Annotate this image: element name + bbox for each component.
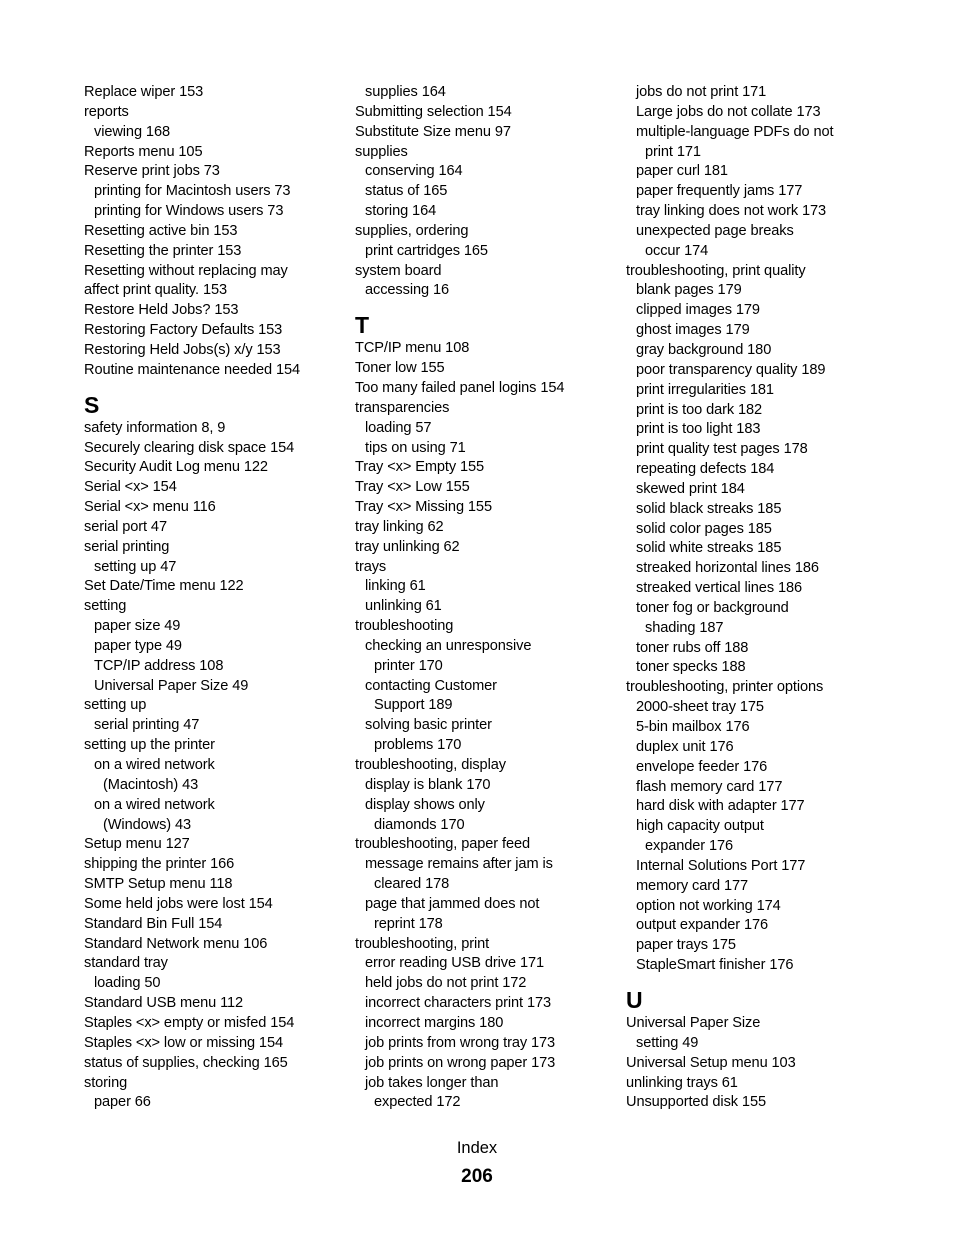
index-subentry: paper type 49 (94, 637, 182, 654)
index-subentry: printing for Windows users 73 (94, 203, 284, 220)
index-entry: supplies, ordering (355, 222, 469, 239)
index-section-letter: S (84, 391, 100, 418)
index-entry: Reserve print jobs 73 (84, 163, 220, 180)
index-subentry: tips on using 71 (365, 439, 466, 456)
index-entry: Security Audit Log menu 122 (84, 459, 268, 476)
index-entry: Resetting the printer 153 (84, 242, 242, 259)
index-entry: serial printing (84, 538, 170, 555)
index-entry: safety information 8, 9 (84, 419, 226, 436)
index-subentry: job takes longer than (365, 1074, 499, 1091)
index-subentry: page that jammed does not (365, 895, 540, 912)
index-subentry: solid color pages 185 (636, 520, 772, 537)
index-subentry: checking an unresponsive (365, 637, 532, 654)
index-subentry: Internal Solutions Port 177 (636, 857, 806, 874)
index-entry: Unsupported disk 155 (626, 1094, 766, 1111)
index-subentry: solving basic printer (365, 717, 492, 734)
index-subentry: held jobs do not print 172 (365, 975, 527, 992)
index-subentry: message remains after jam is (365, 856, 553, 873)
index-entry: Too many failed panel logins 154 (355, 379, 565, 396)
index-entry: Tray <x> Low 155 (355, 479, 470, 496)
index-entry: Restore Held Jobs? 153 (84, 302, 239, 319)
index-column-2 (355, 83, 610, 1113)
index-subentry: paper 66 (94, 1094, 151, 1111)
index-entry: troubleshooting, print (355, 935, 490, 952)
index-entry: Tray <x> Missing 155 (355, 499, 492, 516)
index-subentry: paper curl 181 (636, 163, 728, 180)
index-entry: Universal Setup menu 103 (626, 1054, 796, 1071)
index-subentry: Large jobs do not collate 173 (636, 103, 821, 120)
index-subentry: Support 189 (374, 697, 453, 714)
index-entry: tray unlinking 62 (355, 538, 460, 555)
index-subentry: reprint 178 (374, 915, 443, 932)
index-entry: setting up (84, 697, 147, 714)
index-entry: Serial <x> 154 (84, 479, 177, 496)
index-entry: Some held jobs were lost 154 (84, 895, 273, 912)
index-entry: Substitute Size menu 97 (355, 123, 511, 140)
index-entry: Restoring Held Jobs(s) x/y 153 (84, 341, 281, 358)
index-section-letter: T (355, 312, 370, 339)
footer-section-label: Index (456, 1139, 498, 1157)
index-subentry: envelope feeder 176 (636, 758, 768, 775)
index-subentry: StapleSmart finisher 176 (636, 957, 794, 974)
index-subentry: streaked horizontal lines 186 (636, 560, 819, 577)
index-entry: Staples <x> low or missing 154 (84, 1034, 283, 1051)
index-entry: Submitting selection 154 (355, 103, 512, 120)
index-entry: troubleshooting, paper feed (355, 836, 530, 853)
index-subentry: job prints on wrong paper 173 (365, 1054, 556, 1071)
index-subentry: serial printing 47 (94, 717, 200, 734)
index-subentry: output expander 176 (636, 917, 768, 934)
index-section-letter: U (626, 986, 643, 1013)
index-subentry: memory card 177 (636, 877, 749, 894)
index-subentry: TCP/IP address 108 (94, 657, 224, 674)
index-subentry: expander 176 (645, 838, 734, 855)
index-subentry: print cartridges 165 (365, 242, 488, 259)
index-subentry: high capacity output (636, 818, 764, 835)
index-entry: Replace wiper 153 (84, 84, 204, 100)
index-subentry: viewing 168 (94, 123, 170, 140)
index-subentry: setting up 47 (94, 558, 177, 575)
index-subentry: supplies 164 (365, 84, 446, 100)
index-entry: unlinking trays 61 (626, 1074, 738, 1091)
index-entry: status of supplies, checking 165 (84, 1054, 288, 1071)
index-subentry: unlinking 61 (365, 598, 442, 615)
index-entry: Routine maintenance needed 154 (84, 361, 301, 378)
index-subentry: ghost images 179 (636, 322, 750, 339)
index-subentry: occur 174 (645, 242, 709, 259)
index-entry: transparencies (355, 399, 450, 416)
index-subentry: job prints from wrong tray 173 (365, 1034, 556, 1051)
index-subentry: conserving 164 (365, 163, 463, 180)
index-subentry: problems 170 (374, 737, 462, 754)
index-subentry: toner specks 188 (636, 659, 746, 676)
index-subentry: display is blank 170 (365, 776, 491, 793)
index-subentry: loading 57 (365, 419, 432, 436)
index-subentry: repeating defects 184 (636, 461, 775, 478)
index-entry: system board (355, 262, 442, 279)
index-subentry: multiple-language PDFs do not (636, 123, 834, 140)
index-subentry: Universal Paper Size 49 (94, 677, 249, 694)
index-entry: Standard USB menu 112 (84, 995, 244, 1012)
index-subentry: unexpected page breaks (636, 222, 794, 239)
index-subentry: skewed print 184 (636, 480, 745, 497)
index-subentry: tray linking does not work 173 (636, 203, 827, 220)
index-subentry: 2000-sheet tray 175 (636, 699, 764, 716)
index-subentry: cleared 178 (374, 876, 450, 893)
index-entry: troubleshooting, printer options (626, 679, 824, 696)
index-column-3 (626, 83, 876, 1113)
index-entry: serial port 47 (84, 518, 167, 535)
index-subentry: 5-bin mailbox 176 (636, 719, 750, 735)
index-entry: Standard Bin Full 154 (84, 915, 223, 932)
index-subentry: error reading USB drive 171 (365, 955, 545, 972)
index-subentry: option not working 174 (636, 897, 781, 914)
index-subentry: poor transparency quality 189 (636, 361, 826, 378)
index-subentry: on a wired network (94, 757, 215, 773)
index-entry: Universal Paper Size (626, 1014, 761, 1031)
index-subentry: accessing 16 (365, 282, 449, 299)
index-subentry: storing 164 (365, 203, 437, 220)
index-entry: storing (84, 1074, 128, 1091)
index-subentry: (Macintosh) 43 (103, 776, 199, 793)
index-entry: Restoring Factory Defaults 153 (84, 322, 283, 339)
index-entry: Staples <x> empty or misfed 154 (84, 1014, 295, 1031)
index-subentry: blank pages 179 (636, 282, 742, 299)
index-entry: Setup menu 127 (84, 836, 190, 853)
index-subentry: clipped images 179 (636, 302, 760, 319)
index-subentry: flash memory card 177 (636, 778, 783, 795)
index-entry: Resetting without replacing may (84, 262, 288, 279)
index-subentry: toner fog or background (636, 599, 789, 616)
index-subentry: linking 61 (365, 578, 426, 595)
index-subentry: shading 187 (645, 619, 724, 636)
index-entry: standard tray (84, 955, 168, 972)
index-subentry: print 171 (645, 143, 701, 160)
index-entry: shipping the printer 166 (84, 856, 235, 873)
index-entry: troubleshooting, display (355, 757, 506, 773)
index-subentry: solid black streaks 185 (636, 500, 782, 517)
index-column-1 (84, 83, 334, 1113)
index-entry: Securely clearing disk space 154 (84, 439, 295, 456)
index-subentry: print is too dark 182 (636, 401, 763, 418)
index-entry: TCP/IP menu 108 (355, 340, 470, 357)
index-subentry: (Windows) 43 (103, 816, 192, 833)
index-subentry: incorrect margins 180 (365, 1014, 504, 1031)
index-subentry: status of 165 (365, 183, 448, 200)
index-subentry: diamonds 170 (374, 816, 465, 833)
page-number: 206 (461, 1166, 493, 1187)
index-entry: Resetting active bin 153 (84, 222, 238, 239)
index-subentry: setting 49 (636, 1034, 699, 1051)
index-entry: setting up the printer (84, 737, 215, 754)
index-subentry: solid white streaks 185 (636, 540, 782, 557)
index-entry: SMTP Setup menu 118 (84, 876, 233, 893)
index-subentry: hard disk with adapter 177 (636, 798, 805, 815)
index-entry: Serial <x> menu 116 (84, 499, 216, 516)
index-subentry: print is too light 183 (636, 421, 761, 438)
index-subentry: jobs do not print 171 (636, 84, 767, 100)
index-subentry: paper frequently jams 177 (636, 183, 803, 200)
index-entry: supplies (355, 143, 408, 160)
index-subentry: gray background 180 (636, 341, 772, 358)
index-subentry: print quality test pages 178 (636, 441, 808, 458)
index-entry: Standard Network menu 106 (84, 935, 268, 952)
index-entry: reports (84, 103, 129, 120)
index-subentry: printing for Macintosh users 73 (94, 183, 291, 200)
index-subentry: incorrect characters print 173 (365, 995, 551, 1012)
index-entry: troubleshooting (355, 618, 454, 635)
index-subentry: loading 50 (94, 975, 161, 992)
index-subentry: paper trays 175 (636, 937, 736, 954)
index-entry: trays (355, 558, 387, 575)
index-entry: troubleshooting, print quality (626, 262, 806, 279)
index-subentry: printer 170 (374, 657, 443, 674)
index-subentry: streaked vertical lines 186 (636, 580, 803, 597)
index-entry: affect print quality. 153 (84, 282, 227, 299)
index-entry: setting (84, 598, 127, 615)
index-entry: tray linking 62 (355, 518, 444, 535)
index-entry: Set Date/Time menu 122 (84, 578, 244, 595)
index-subentry: print irregularities 181 (636, 381, 774, 398)
index-subentry: duplex unit 176 (636, 738, 734, 755)
index-subentry: paper size 49 (94, 618, 181, 635)
index-subentry: display shows only (365, 796, 485, 813)
index-subentry: expected 172 (374, 1094, 461, 1111)
index-subentry: on a wired network (94, 796, 215, 813)
index-subentry: toner rubs off 188 (636, 639, 749, 656)
index-entry: Tray <x> Empty 155 (355, 459, 485, 476)
index-entry: Toner low 155 (355, 360, 445, 377)
index-entry: Reports menu 105 (84, 143, 203, 160)
index-subentry: contacting Customer (365, 677, 497, 694)
